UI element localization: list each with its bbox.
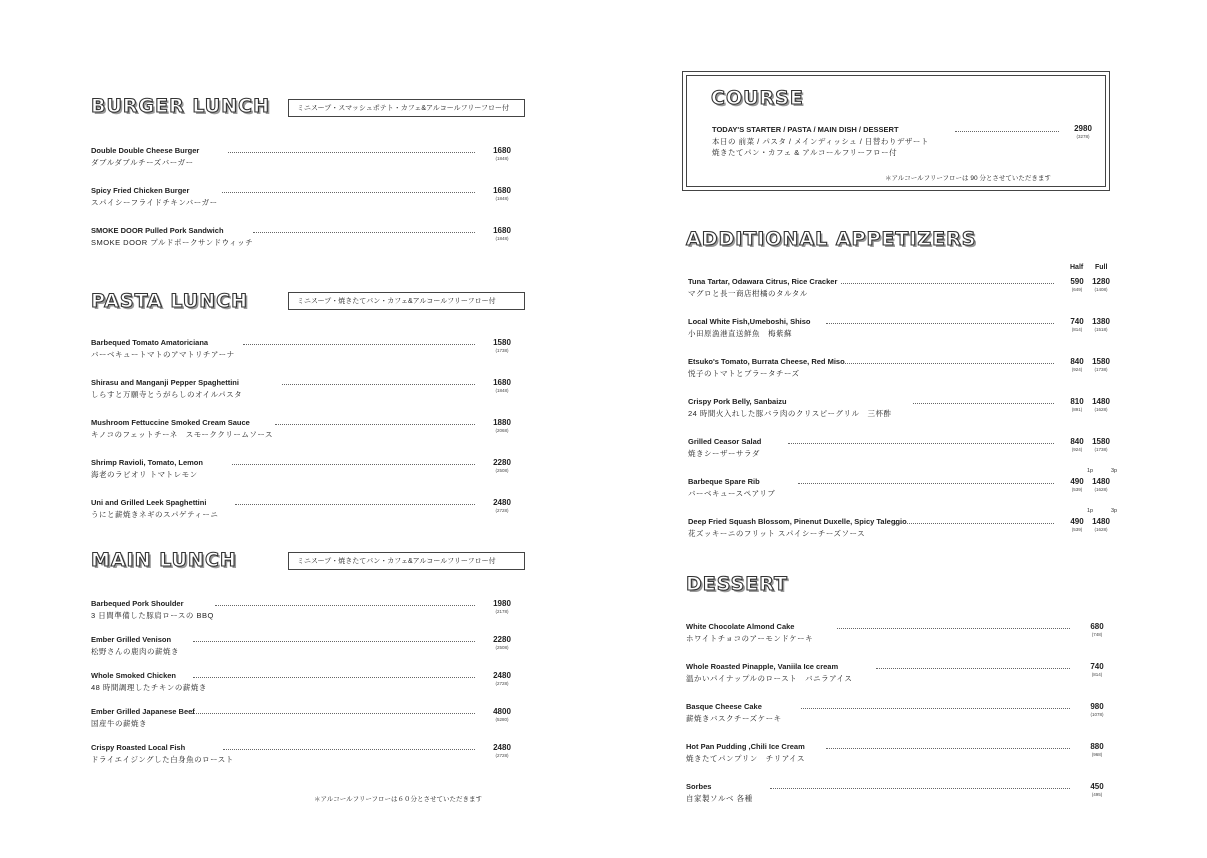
half-price-value: 490 <box>1070 517 1084 526</box>
price-with-tax: (2728) <box>495 753 509 758</box>
price-value: 740 <box>1090 662 1104 671</box>
full-price-with-tax: (1408) <box>1094 287 1108 292</box>
price-with-tax: (1848) <box>495 388 509 393</box>
price-value: 1680 <box>493 186 511 195</box>
dot-leader <box>215 605 475 606</box>
appetizer-item <box>688 317 1112 343</box>
half-price-value: 840 <box>1070 437 1084 446</box>
item-name-en: Hot Pan Pudding ,Chili Ice Cream <box>686 742 805 751</box>
dot-leader <box>228 152 475 153</box>
price-with-tax: (2508) <box>495 645 509 650</box>
half-price-value: 590 <box>1070 277 1084 286</box>
price-with-tax: (1848) <box>495 196 509 201</box>
item-name-jp: 48 時間調理したチキンの薪焼き <box>91 683 207 692</box>
full-price-value: 1480 <box>1092 397 1110 406</box>
main-lunch-title: MAIN LUNCH <box>91 549 237 571</box>
item-name-jp: 松野さんの鹿肉の薪焼き <box>91 647 179 656</box>
price-value: 1680 <box>493 146 511 155</box>
appetizer-item <box>688 437 1112 463</box>
item-name-jp: 24 時間火入れした豚バラ肉のクリスピーグリル 三杯酢 <box>688 409 892 418</box>
menu-item <box>91 226 517 252</box>
item-name-en: Ember Grilled Japanese Beef <box>91 707 195 716</box>
item-name-en: White Chocolate Almond Cake <box>686 622 795 631</box>
dot-leader <box>223 749 475 750</box>
free-flow-note-90: ＊アルコールフリーフローは 90 分とさせていただきます <box>885 175 1051 182</box>
course-price-value: 2980 <box>1074 124 1092 133</box>
price-value: 1980 <box>493 599 511 608</box>
item-name-en: Barbequed Tomato Amatoriciana <box>91 338 209 347</box>
dot-leader <box>222 192 475 193</box>
item-name-en: Barbeque Spare Rib <box>688 477 760 486</box>
half-price <box>1064 468 1094 493</box>
item-name-en: Shrimp Ravioli, Tomato, Lemon <box>91 458 203 467</box>
menu-item <box>91 498 517 524</box>
course-price-tax: (3278) <box>1076 134 1090 139</box>
item-price <box>489 635 515 651</box>
full-price-value: 1480 <box>1092 517 1110 526</box>
menu-item <box>91 671 517 697</box>
main-includes-tag: ミニスープ・焼きたてパン・カフェ&アルコールフリーフロー付 <box>288 552 525 570</box>
appetizer-item <box>688 397 1112 423</box>
menu-item <box>91 707 517 733</box>
item-name-en: Grilled Ceasor Salad <box>688 437 762 446</box>
menu-item <box>91 599 517 625</box>
menu-item <box>91 186 517 212</box>
dot-leader <box>193 677 475 678</box>
item-price <box>489 671 515 687</box>
price-with-tax: (748) <box>1091 632 1103 637</box>
full-price-value: 1480 <box>1092 477 1110 486</box>
price-value: 980 <box>1090 702 1104 711</box>
pasta-lunch-title: PASTA LUNCH <box>91 290 248 312</box>
dot-leader <box>913 403 1054 404</box>
dot-leader <box>826 748 1070 749</box>
half-price-with-tax: (814) <box>1071 327 1083 332</box>
dot-leader <box>275 424 475 425</box>
dot-leader <box>841 283 1054 284</box>
item-price <box>1084 702 1110 718</box>
appetizer-item <box>688 468 1118 503</box>
dot-leader <box>841 363 1054 364</box>
item-name-jp: 焼きたてパンプリン チリアイス <box>686 754 805 763</box>
menu-item <box>91 338 517 364</box>
price-value: 1680 <box>493 378 511 387</box>
menu-item <box>91 743 517 769</box>
full-label: Full <box>1095 264 1108 271</box>
item-name-jp: バーベキュースペアリブ <box>688 489 776 498</box>
price-value: 2280 <box>493 458 511 467</box>
menu-item <box>91 418 517 444</box>
price-value: 4800 <box>493 707 511 716</box>
price-with-tax: (2728) <box>495 681 509 686</box>
half-price-with-tax: (891) <box>1071 407 1083 412</box>
item-name-jp: 悦子のトマトとブラータチーズ <box>688 369 800 378</box>
full-price-with-tax: (1738) <box>1094 447 1108 452</box>
item-name-jp: SMOKE DOOR プルドポークサンドウィッチ <box>91 238 254 247</box>
price-value: 2280 <box>493 635 511 644</box>
item-name-jp: うにと薪焼きネギのスパゲティーニ <box>91 510 219 519</box>
price-value: 1880 <box>493 418 511 427</box>
item-name-en: Crispy Roasted Local Fish <box>91 743 186 752</box>
item-name-jp: ダブルダブルチーズバーガー <box>91 158 194 167</box>
item-name-en: Sorbes <box>686 782 712 791</box>
item-name-en: Whole Roasted Pinapple, Vaniila Ice cream <box>686 662 839 671</box>
price-value: 2480 <box>493 743 511 752</box>
item-price <box>489 498 515 514</box>
item-price <box>489 418 515 434</box>
half-price-with-tax: (539) <box>1071 487 1083 492</box>
full-price <box>1088 277 1114 293</box>
item-name-en: Whole Smoked Chicken <box>91 671 177 680</box>
course-line-en: TODAY'S STARTER / PASTA / MAIN DISH / DESSERT <box>712 125 899 134</box>
menu-item <box>686 622 1112 648</box>
item-name-en: Local White Fish,Umeboshi, Shiso <box>688 317 811 326</box>
item-name-jp: スパイシーフライドチキンバーガー <box>91 198 218 207</box>
pasta-includes-tag: ミニスープ・焼きたてパン・カフェ&アルコールフリーフロー付 <box>288 292 525 310</box>
appetizer-item <box>688 357 1112 383</box>
price-value: 2480 <box>493 498 511 507</box>
item-name-en: SMOKE DOOR Pulled Pork Sandwich <box>91 226 224 235</box>
price-with-tax: (5280) <box>495 717 509 722</box>
item-name-en: Tuna Tartar, Odawara Citrus, Rice Cracker <box>688 277 838 286</box>
price-with-tax: (1848) <box>495 236 509 241</box>
item-price <box>1084 742 1110 758</box>
full-price <box>1088 357 1114 373</box>
price-with-tax: (1848) <box>495 156 509 161</box>
appetizer-item <box>688 277 1112 303</box>
item-name-en: Crispy Pork Belly, Sanbaizu <box>688 397 787 406</box>
item-price <box>1084 782 1110 798</box>
dot-leader <box>770 788 1070 789</box>
dot-leader <box>253 232 475 233</box>
half-price-value: 840 <box>1070 357 1084 366</box>
menu-item <box>91 146 517 172</box>
item-name-jp: 国産牛の薪焼き <box>91 719 147 728</box>
dot-leader <box>876 668 1070 669</box>
full-price <box>1088 397 1114 413</box>
item-price <box>489 743 515 759</box>
menu-item <box>686 742 1112 768</box>
item-name-en: Barbequed Pork Shoulder <box>91 599 184 608</box>
price-with-tax: (2728) <box>495 508 509 513</box>
item-name-en: Basque Cheese Cake <box>686 702 762 711</box>
half-price-with-tax: (539) <box>1071 527 1083 532</box>
price-value: 1580 <box>493 338 511 347</box>
dot-leader <box>193 641 475 642</box>
item-name-jp: 小田原漁港直送鮮魚 梅紫蘇 <box>688 329 792 338</box>
dessert-title: DESSERT <box>686 573 788 595</box>
full-price-with-tax: (1628) <box>1094 527 1108 532</box>
item-name-en: Double Double Cheese Burger <box>91 146 200 155</box>
item-name-jp: 自家製ソルベ 各種 <box>686 794 753 803</box>
half-price <box>1064 397 1090 413</box>
item-price <box>489 338 515 354</box>
price-value: 880 <box>1090 742 1104 751</box>
item-name-jp: 焼きシーザーサラダ <box>688 449 760 458</box>
menu-item <box>91 378 517 404</box>
burger-includes-tag: ミニスープ・スマッシュポテト・カフェ&アルコールフリーフロー付 <box>288 99 525 117</box>
full-portion-tag: 3p <box>1110 468 1118 474</box>
dot-leader <box>788 443 1054 444</box>
full-price <box>1088 437 1114 453</box>
half-price <box>1064 317 1090 333</box>
half-price-value: 740 <box>1070 317 1084 326</box>
full-price-with-tax: (1738) <box>1094 367 1108 372</box>
price-with-tax: (495) <box>1091 792 1103 797</box>
item-name-en: Deep Fried Squash Blossom, Pinenut Duxelle, Spicy Taleggio <box>688 517 907 526</box>
half-price <box>1064 357 1090 373</box>
course-title: COURSE <box>711 87 804 109</box>
item-price <box>489 146 515 162</box>
menu-item <box>91 458 517 484</box>
item-price <box>489 378 515 394</box>
item-price <box>489 226 515 242</box>
item-name-jp: キノコのフェットチーネ スモーククリームソース <box>91 430 274 439</box>
half-label: Half <box>1070 264 1084 271</box>
item-price <box>489 186 515 202</box>
half-price <box>1064 437 1090 453</box>
item-price <box>1084 622 1110 638</box>
price-with-tax: (2508) <box>495 468 509 473</box>
dot-leader <box>892 523 1054 524</box>
course-line-includes: 焼きたてパン・カフェ & アルコールフリーフロー付 <box>712 148 898 157</box>
course-price <box>1070 124 1096 140</box>
item-name-jp: マグロと長一商店柑橘のタルタル <box>688 289 808 298</box>
free-flow-note-60: ＊アルコールフリーフローは６０分とさせていただきます <box>314 796 483 803</box>
item-name-jp: 温かいパイナップルのロースト バニラアイス <box>686 674 853 683</box>
full-price <box>1088 317 1114 333</box>
price-value: 450 <box>1090 782 1104 791</box>
full-price-with-tax: (1518) <box>1094 327 1108 332</box>
half-price <box>1064 277 1090 293</box>
item-name-jp: バーベキュートマトのアマトリチアーナ <box>91 350 235 359</box>
price-value: 680 <box>1090 622 1104 631</box>
burger-lunch-title: BURGER LUNCH <box>91 95 270 117</box>
dot-leader <box>837 628 1070 629</box>
item-name-en: Uni and Grilled Leek Spaghettini <box>91 498 207 507</box>
item-name-jp: 薪焼きバスクチーズケーキ <box>686 714 782 723</box>
item-name-jp: 3 日間準備した豚肩ロースの BBQ <box>91 611 214 620</box>
item-name-jp: ドライエイジングした白身魚のロースト <box>91 755 234 764</box>
menu-item <box>91 635 517 661</box>
item-name-en: Ember Grilled Venison <box>91 635 172 644</box>
price-with-tax: (968) <box>1091 752 1103 757</box>
price-with-tax: (2068) <box>495 428 509 433</box>
course-dots <box>955 131 1059 132</box>
price-with-tax: (1738) <box>495 348 509 353</box>
menu-item <box>686 702 1112 728</box>
item-price <box>1084 662 1110 678</box>
half-price-value: 490 <box>1070 477 1084 486</box>
price-value: 2480 <box>493 671 511 680</box>
half-price <box>1064 508 1094 533</box>
full-price-value: 1380 <box>1092 317 1110 326</box>
half-price-with-tax: (649) <box>1071 287 1083 292</box>
appetizers-title: ADDITIONAL APPETIZERS <box>686 228 977 250</box>
item-price <box>489 458 515 474</box>
item-name-jp: 花ズッキーニのフリット スパイシーチーズソース <box>688 529 866 538</box>
full-price-value: 1580 <box>1092 437 1110 446</box>
dot-leader <box>191 713 475 714</box>
appetizer-item <box>688 508 1118 543</box>
item-price <box>489 707 515 723</box>
full-price-value: 1580 <box>1092 357 1110 366</box>
full-portion-tag: 3p <box>1110 508 1118 514</box>
dot-leader <box>235 504 475 505</box>
menu-item <box>686 662 1112 688</box>
price-with-tax: (1078) <box>1090 712 1104 717</box>
item-name-en: Spicy Fried Chicken Burger <box>91 186 190 195</box>
item-name-jp: 海老のラビオリ トマトレモン <box>91 470 198 479</box>
price-with-tax: (2178) <box>495 609 509 614</box>
item-name-jp: しらすと万願寺とうがらしのオイルパスタ <box>91 390 243 399</box>
item-price <box>489 599 515 615</box>
price-with-tax: (814) <box>1091 672 1103 677</box>
item-name-en: Mushroom Fettuccine Smoked Cream Sauce <box>91 418 250 427</box>
item-name-jp: ホワイトチョコのアーモンドケーキ <box>686 634 814 643</box>
dot-leader <box>798 483 1054 484</box>
dot-leader <box>243 344 475 345</box>
dot-leader <box>801 708 1070 709</box>
dot-leader <box>826 323 1054 324</box>
item-name-en: Shirasu and Manganji Pepper Spaghettini <box>91 378 239 387</box>
dot-leader <box>282 384 475 385</box>
half-portion-tag: 1p <box>1086 508 1094 514</box>
half-portion-tag: 1p <box>1086 468 1094 474</box>
half-price-with-tax: (924) <box>1071 367 1083 372</box>
full-price-value: 1280 <box>1092 277 1110 286</box>
half-price-value: 810 <box>1070 397 1084 406</box>
price-value: 1680 <box>493 226 511 235</box>
item-name-en: Etsuko's Tomato, Burrata Cheese, Red Miso <box>688 357 845 366</box>
course-line-jp: 本日の 前菜 / パスタ / メインディッシュ / 日替わりデザート <box>712 137 929 146</box>
menu-item <box>686 782 1112 808</box>
full-price-with-tax: (1628) <box>1094 487 1108 492</box>
full-price-with-tax: (1628) <box>1094 407 1108 412</box>
half-price-with-tax: (924) <box>1071 447 1083 452</box>
dot-leader <box>232 464 475 465</box>
